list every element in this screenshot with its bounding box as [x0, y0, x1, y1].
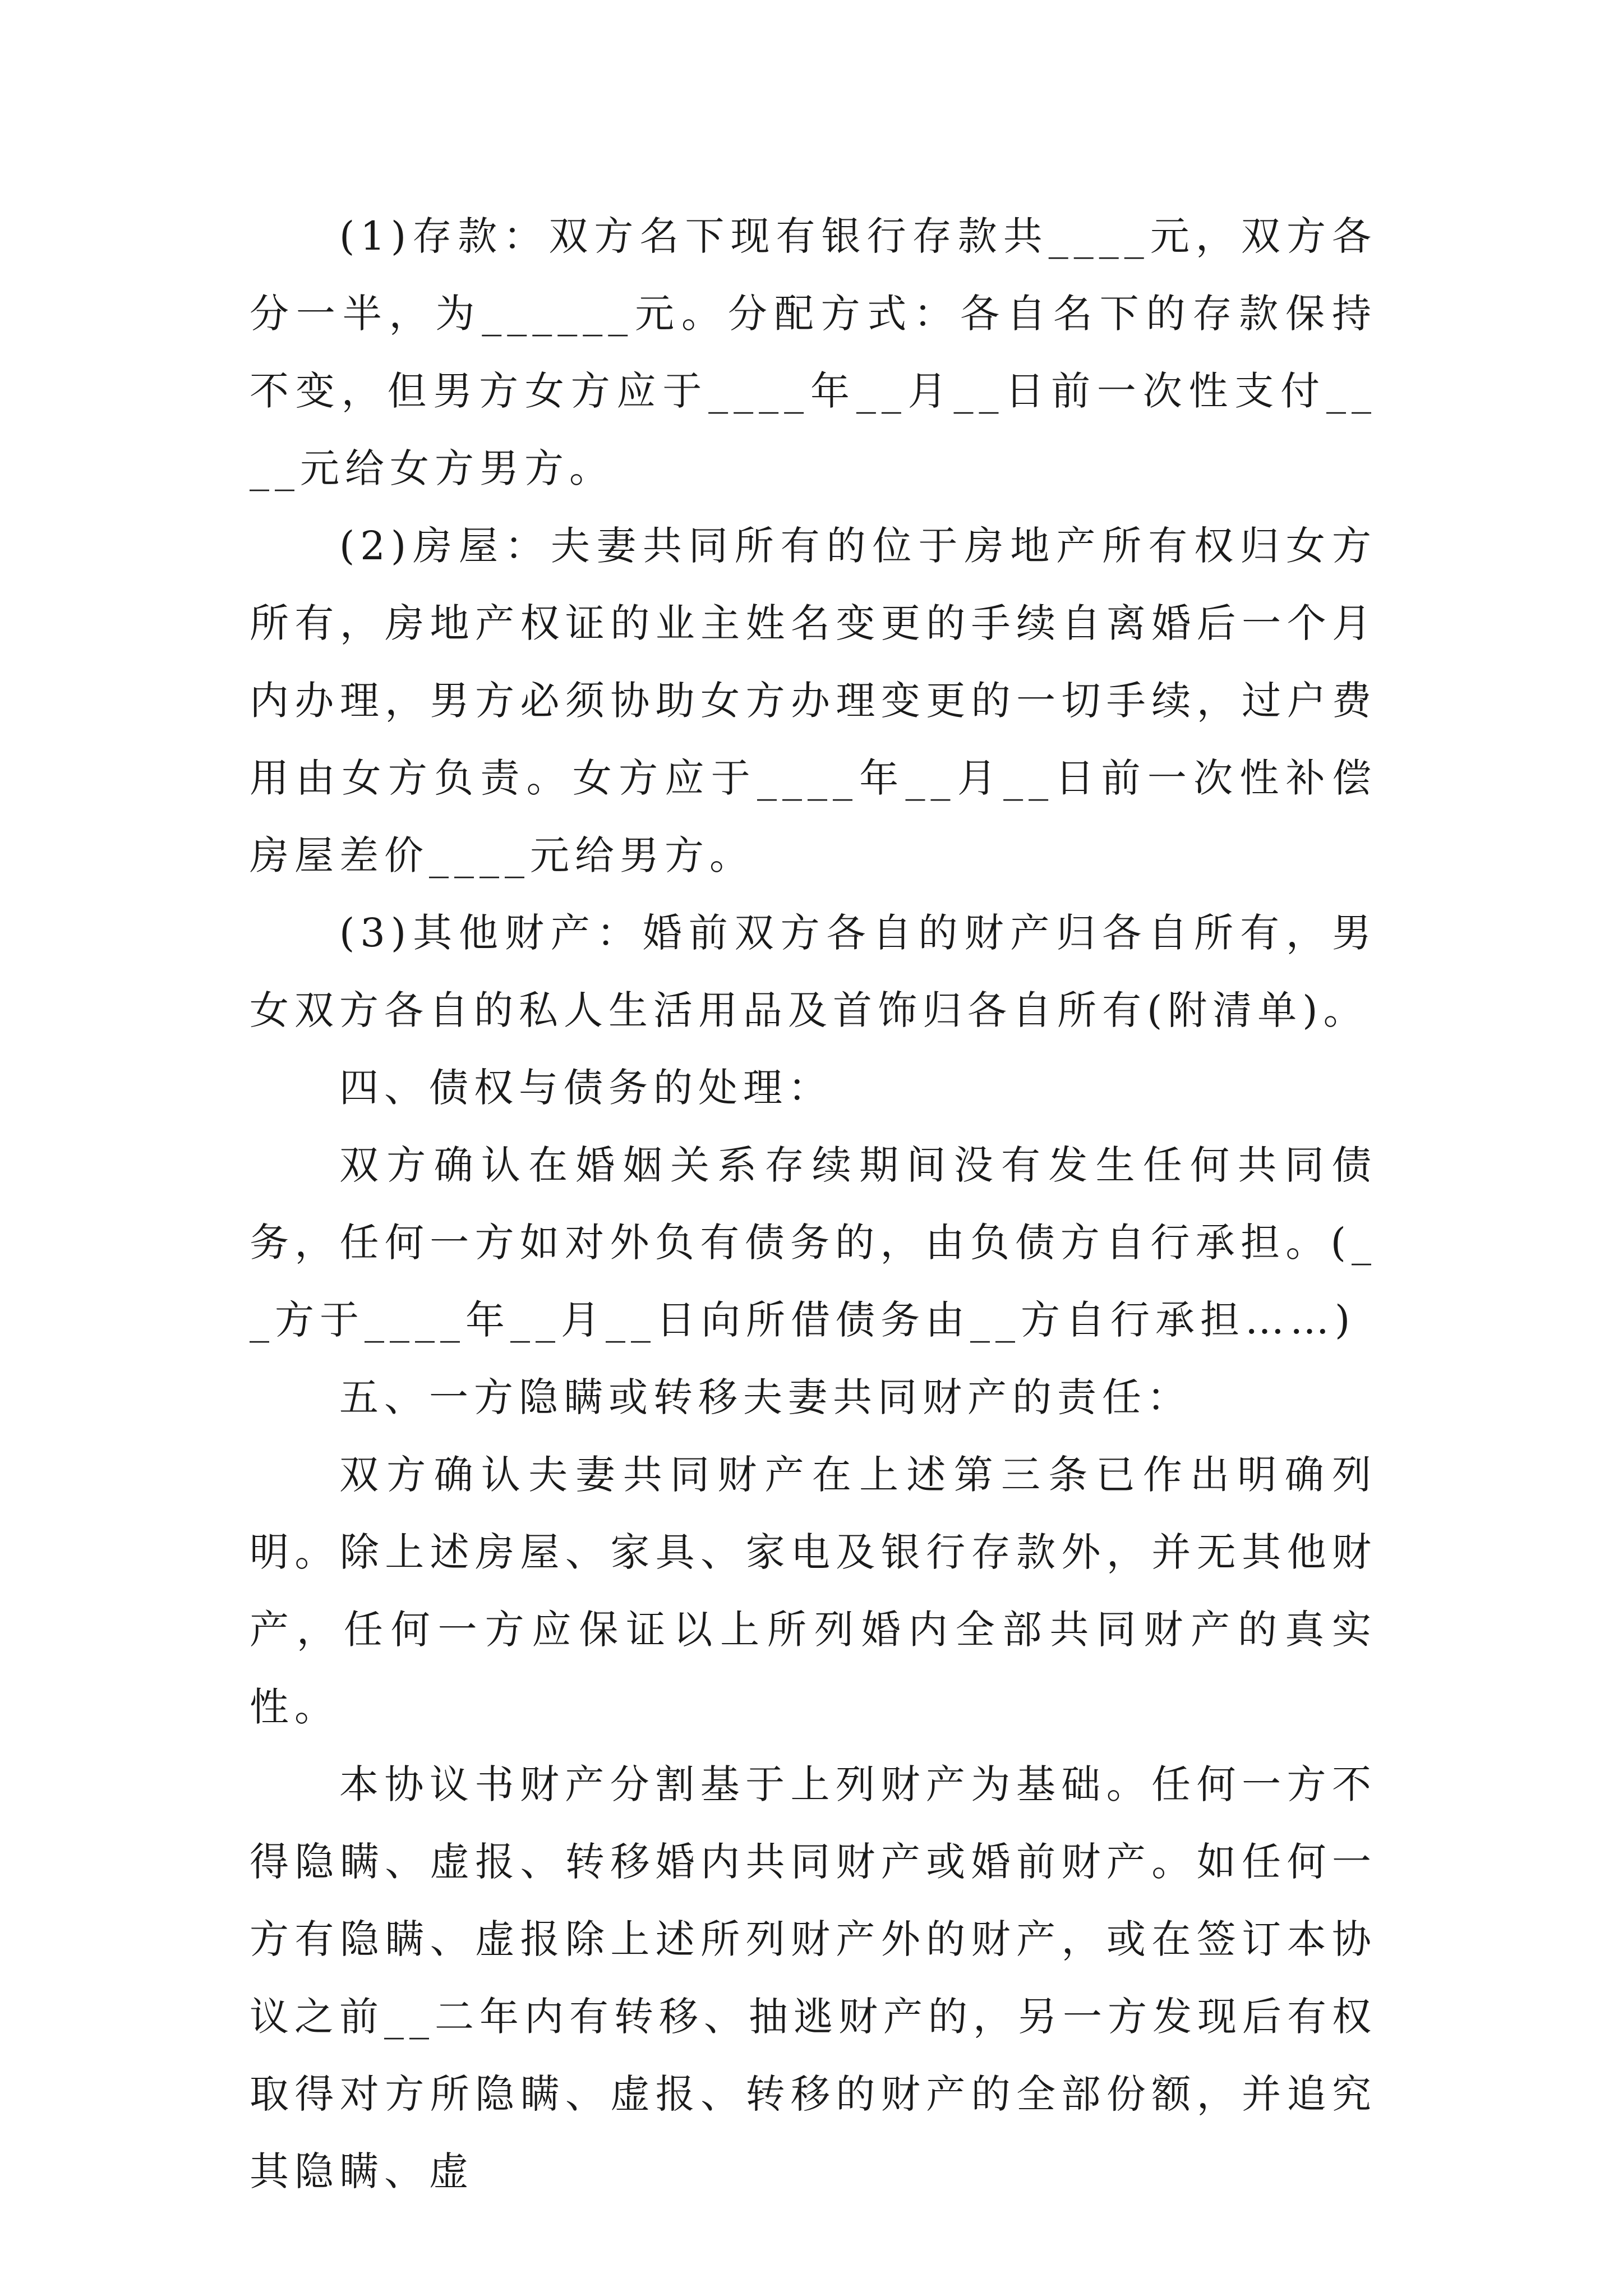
section-heading-debts: 四、债权与债务的处理：	[339, 1065, 833, 1111]
paragraph-debts: 双方确认在婚姻关系存续期间没有发生任何共同债务，任何一方如对外负有债务的，由负债方自行承担。(__方于____年__月__日向所借债务由__方自行承担……)	[250, 1142, 1377, 1343]
paragraph-deposit: (1)存款：双方名下现有银行存款共____元，双方各分一半，为______元。分配方式：各自名下的存款保持不变，但男方女方应于____年__月__日前一次性支付____元给女方男方。	[250, 213, 1377, 491]
document-body	[250, 197, 1377, 2210]
paragraph-concealment-liability: 本协议书财产分割基于上列财产为基础。任何一方不得隐瞒、虚报、转移婚内共同财产或婚前财产。如任何一方有隐瞒、虚报除上述所列财产外的财产，或在签订本协议之前__二年内有转移、抽逃财产的，另一方发现后有权取得对方所隐瞒、虚报、转移的财产的全部份额，并追究其隐瞒、虚	[250, 1761, 1377, 2194]
paragraph-house: (2)房屋：夫妻共同所有的位于房地产所有权归女方所有，房地产权证的业主姓名变更的手续自离婚后一个月内办理，男方必须协助女方办理变更的一切手续，过户费用由女方负责。女方应于____年__月__日前一次性补偿房屋差价____元给男方。	[250, 523, 1377, 878]
paragraph-other-property: (3)其他财产：婚前双方各自的财产归各自所有，男女双方各自的私人生活用品及首饰归各自所有(附清单)。	[250, 910, 1377, 1033]
paragraph-concealment-confirm: 双方确认夫妻共同财产在上述第三条已作出明确列明。除上述房屋、家具、家电及银行存款外，并无其他财产，任何一方应保证以上所列婚内全部共同财产的真实性。	[250, 1452, 1377, 1730]
section-heading-concealment: 五、一方隐瞒或转移夫妻共同财产的责任：	[339, 1374, 1192, 1420]
